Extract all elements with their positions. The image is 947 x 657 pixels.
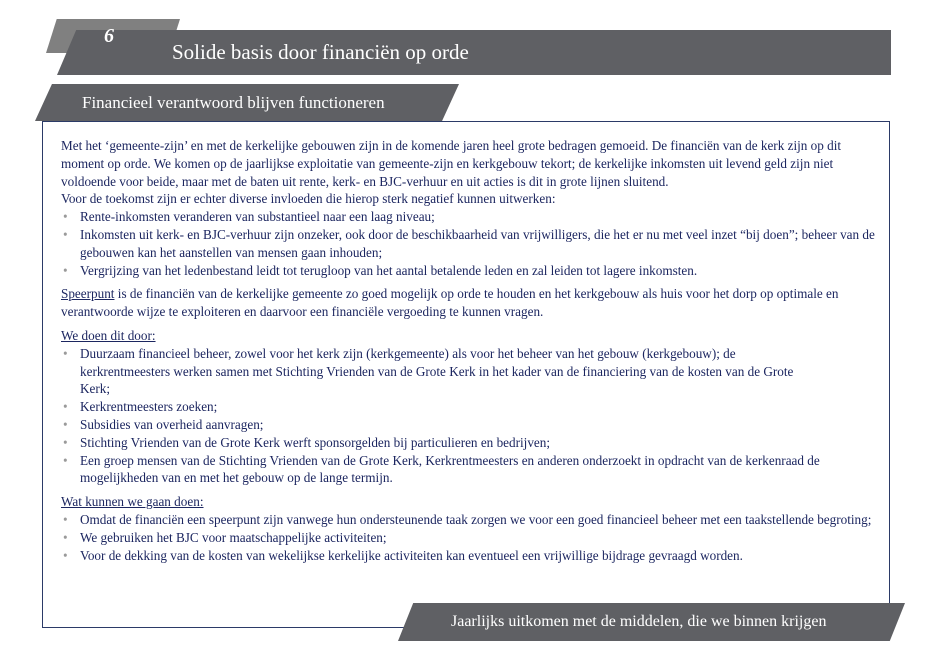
list-item: • Voor de dekking van de kosten van wekelijkse kerkelijke activiteiten kan eventueel een vrijwillige bijdrage gevraagd worden.: [61, 547, 881, 565]
speerpunt-paragraph: [61, 285, 881, 321]
section-subtitle: Financieel verantwoord blijven functioneren: [82, 93, 385, 112]
list-item: • Inkomsten uit kerk- en BJC-verhuur zijn onzeker, ook door de beschikbaarheid van vrijwilligers, die het er nu met veel inzet “bij doen”; beheer van de gebouwen kan het aanstellen van mensen gaan inhouden;: [61, 226, 881, 262]
list-item: • Een groep mensen van de Stichting Vrienden van de Grote Kerk, Kerkrentmeesters en anderen onderzoekt in opdracht van de kerkenraad de mogelijkheden van en met het gebouw op de lange termijn.: [61, 452, 881, 488]
footer-text: Jaarlijks uitkomen met de middelen, die we binnen krijgen: [451, 613, 827, 630]
list-item: • Kerkrentmeesters zoeken;: [61, 398, 881, 416]
list-item: • Vergrijzing van het ledenbestand leidt tot terugloop van het aantal betalende leden en zal leiden tot lagere inkomsten.: [61, 262, 881, 280]
speerpunt-label: Speerpunt: [61, 286, 115, 302]
doen-list: [61, 345, 881, 487]
doen-heading: We doen dit door:: [61, 327, 156, 343]
page-title: Solide basis door financiën op orde: [172, 40, 469, 64]
list-item: • Subsidies van overheid aanvragen;: [61, 416, 881, 434]
list-item: • We gebruiken het BJC voor maatschappelijke activiteiten;: [61, 529, 881, 547]
intro-lead: Voor de toekomst zijn er echter diverse invloeden die hierop sterk negatief kunnen uitwerken:: [61, 191, 556, 207]
list-item: • Omdat de financiën een speerpunt zijn vanwege hun ondersteunende taak zorgen we voor een goed financieel beheer met een taakstellende begroting;: [61, 511, 881, 529]
kunnen-list: [61, 511, 881, 564]
kunnen-heading: Wat kunnen we gaan doen:: [61, 494, 204, 510]
risk-list: [61, 208, 881, 279]
list-item: • Duurzaam financieel beheer, zowel voor het kerk zijn (kerkgemeente) als voor het beheer van het gebouw (kerkgebouw); de kerkrentmeesters werken samen met Stichting Vrienden van de Grote Kerk in het kader van de financiering van de kosten van de Grote Kerk;: [61, 345, 881, 398]
section-number: 6: [104, 25, 114, 47]
speerpunt-text: is de financiën van de kerkelijke gemeente zo goed mogelijk op orde te houden en het kerkgebouw als huis voor het dorp op optimale en verantwoorde wijze te exploiteren en daarvoor een financiële vergoeding te kunnen vragen.: [61, 286, 839, 320]
list-item: • Rente-inkomsten veranderen van substantieel naar een laag niveau;: [61, 208, 881, 226]
intro-paragraph: Met het ‘gemeente-zijn’ en met de kerkelijke gebouwen zijn in de komende jaren heel grote bedragen gemoeid. De financiën van de kerk zijn op dit moment op orde. We komen op de jaarlijkse exploitatie van gemeente-zijn en kerkgebouw tekort; de kerkelijke inkomsten uit levend geld zijn niet voldoende voor beide, maar met de baten uit rente, kerk- en BJC-verhuur en uit acties is dit in grote lijnen sluitend.: [61, 138, 842, 189]
list-item: • Stichting Vrienden van de Grote Kerk werft sponsorgelden bij particulieren en bedrijven;: [61, 434, 881, 452]
content-body: [61, 137, 881, 564]
